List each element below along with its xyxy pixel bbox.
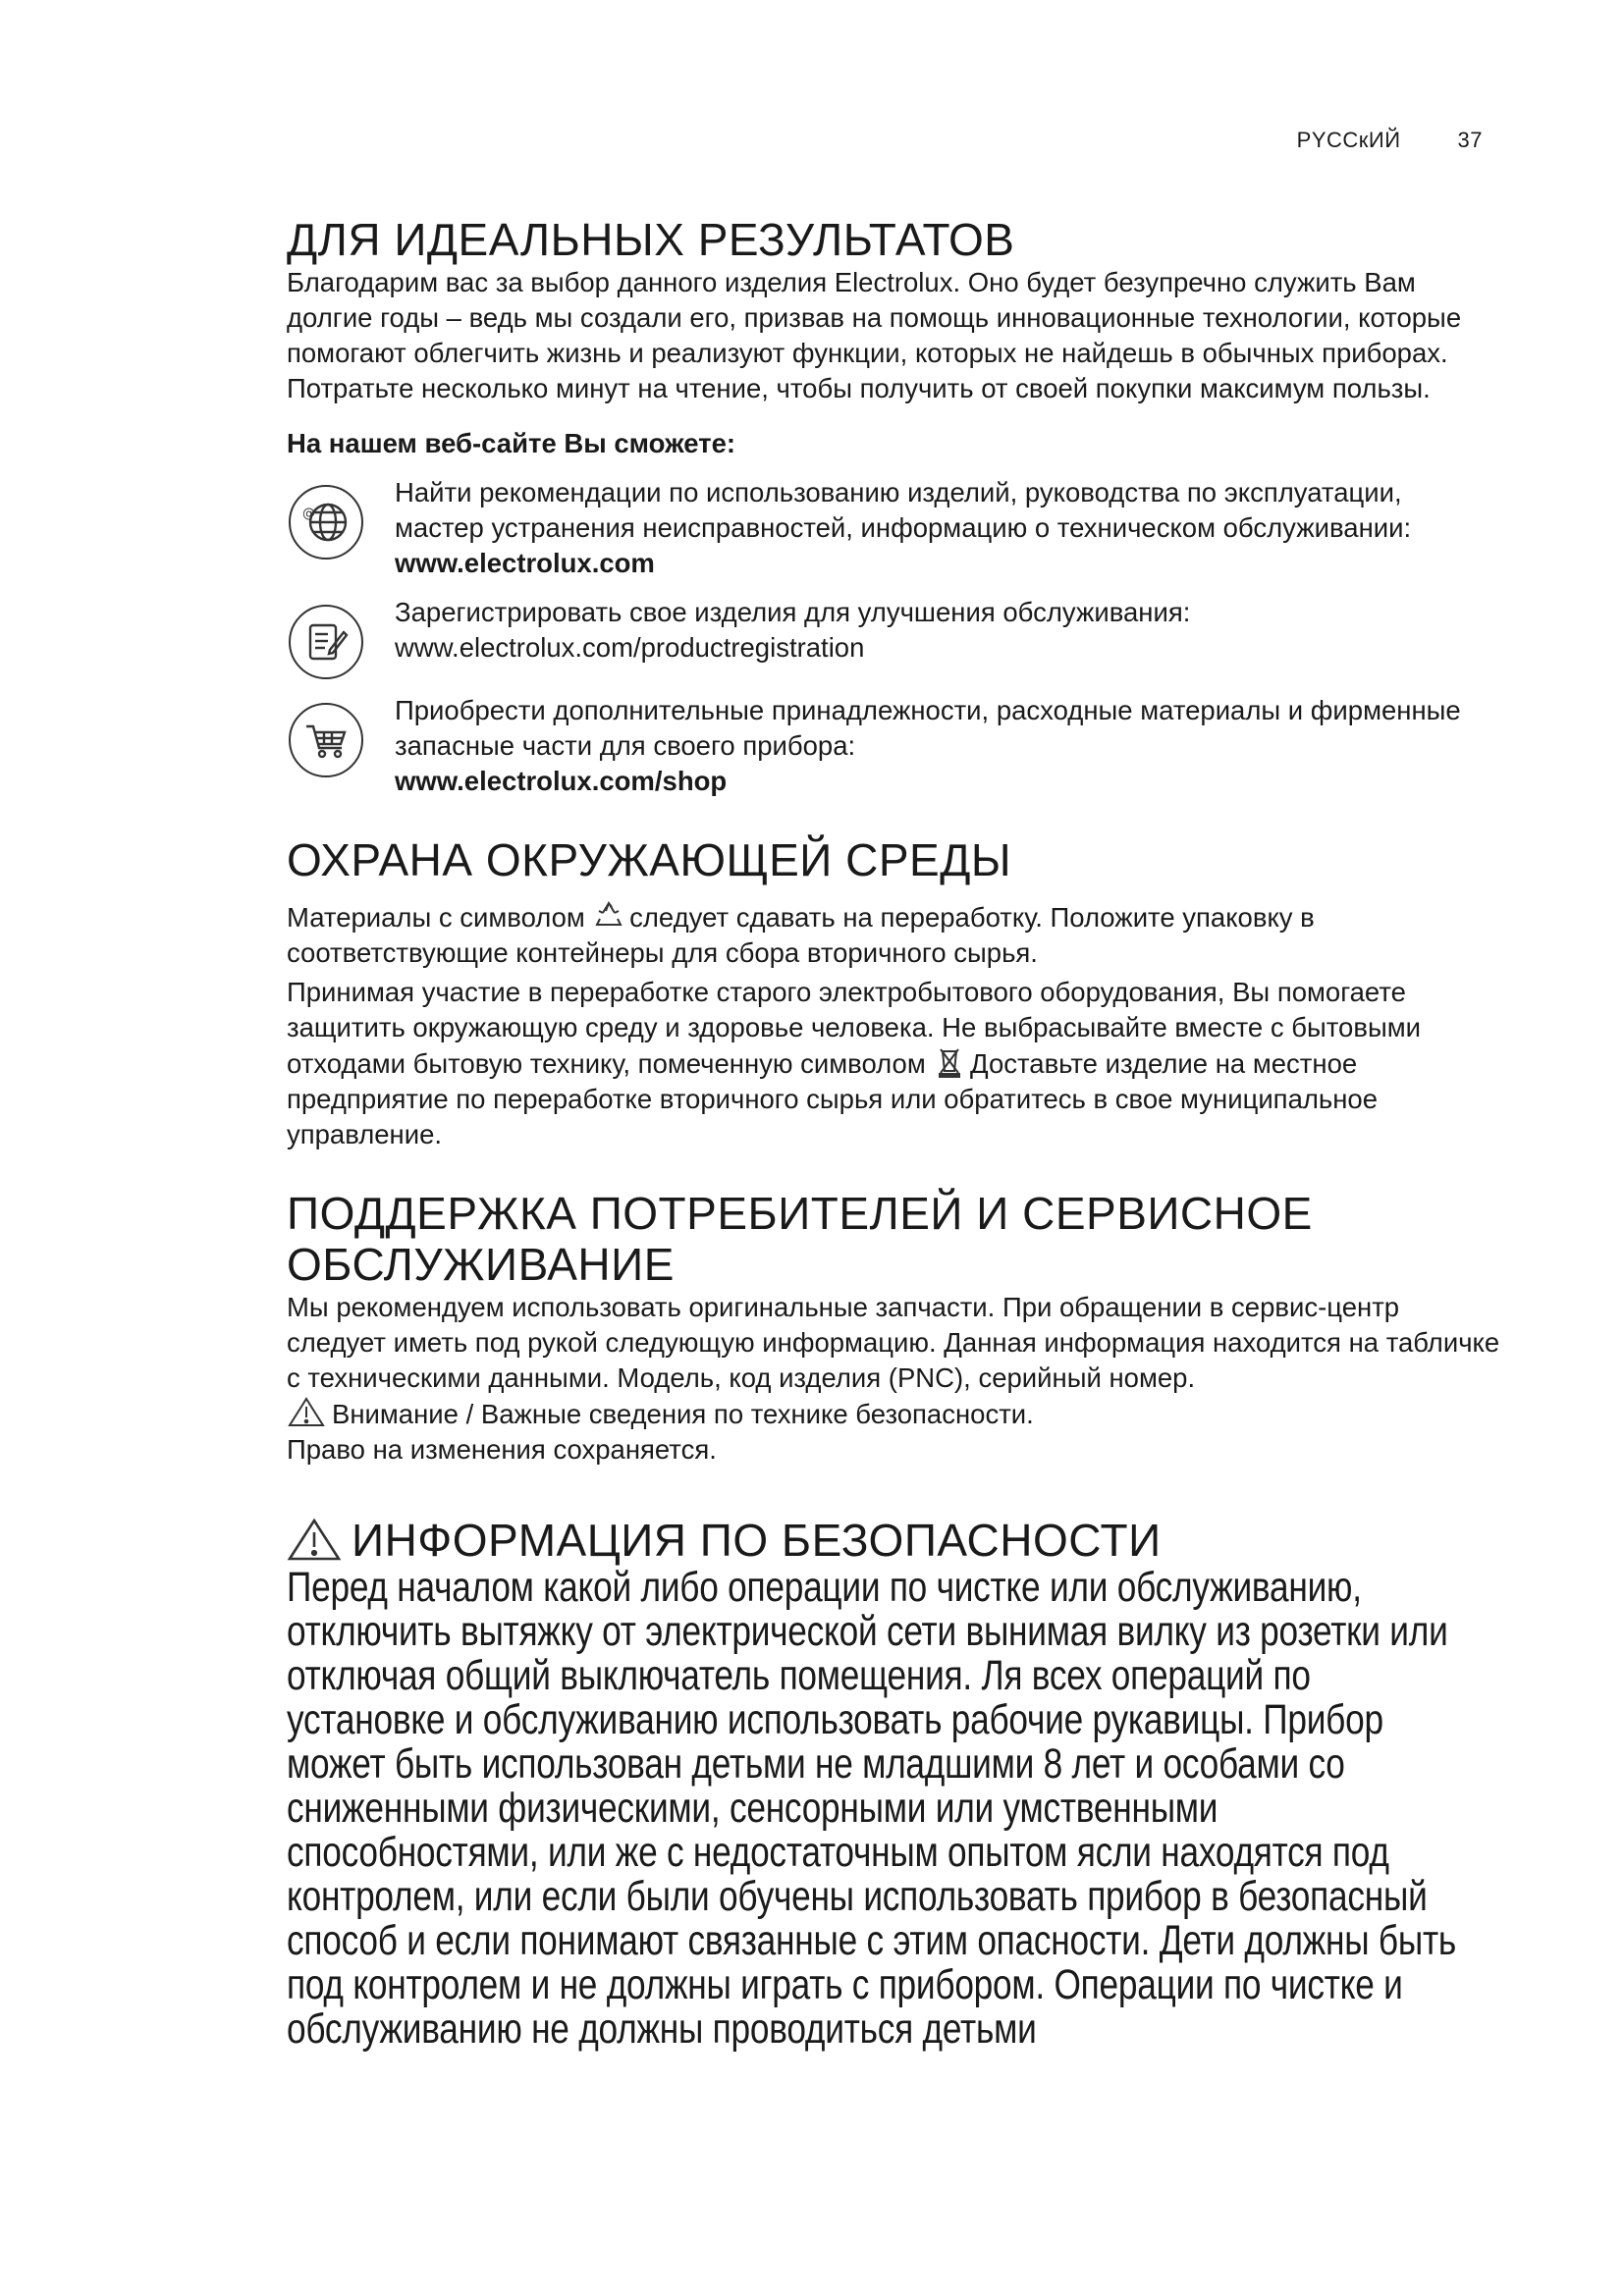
warning-icon	[287, 1396, 326, 1427]
service-description: Зарегистрировать свое изделия для улучшения обслуживания:	[395, 597, 1191, 627]
service-item-support	[287, 475, 1504, 581]
section-title-results: ДЛЯ ИДЕАЛЬНЫХ РЕЗУЛЬТАТОВ	[287, 214, 1015, 265]
weee-text-start: Принимая участие в переработке старого электробытового оборудования, Вы помогаете защитить окружающую среду и здоровье человека. Не выбрасывайте вместе с бытовыми отходами бытовую технику, помеченную символом	[287, 977, 1421, 1079]
section-title-support: ПОДДЕРЖКА ПОТРЕБИТЕЛЕЙ И СЕРВИСНОЕ ОБСЛУЖИВАНИЕ	[287, 1188, 1313, 1290]
warning-icon	[287, 1517, 342, 1562]
environment-section	[287, 834, 1504, 1152]
section-title-environment: ОХРАНА ОКРУЖАЮЩЕЙ СРЕДЫ	[287, 834, 1012, 885]
page-content	[287, 214, 1504, 2052]
registration-link[interactable]: www.electrolux.com/productregistration	[395, 632, 865, 663]
registration-icon	[289, 605, 363, 679]
section-title-safety: ИНФОРМАЦИЯ ПО БЕЗОПАСНОСТИ	[352, 1515, 1162, 1566]
globe-icon	[289, 485, 363, 560]
service-item-shop	[287, 693, 1504, 799]
safety-paragraph: Перед началом какой либо операции по чистке или обслуживанию, отключить вытяжку от электрической сети вынимая вилку из розетки или отключая общий выключатель помещения. Ля всех операций по установке и обслуживанию использовать рабочие рукавицы. Прибор может быть использован детьми не младшими 8 лет и особами со сниженными физическими, сенсорными или умственными способностями, или же с недостаточным опытом ясли находятся под контролем, или если были обучены использовать прибор в безопасный способ и если понимают связанные с этим опасности. Дети должны быть под контролем и не должны играть с прибором. Операции по чистке и обслуживанию не должны проводиться детьми	[287, 1564, 1456, 2053]
recycling-text-end: следует сдавать на переработку. Положите упаковку в соответствующие контейнеры для сбора вторичного сырья.	[287, 902, 1315, 968]
service-item-text	[395, 693, 1494, 799]
support-paragraph: Мы рекомендуем использовать оригинальные запчасти. При обращении в сервис-центр следует иметь под рукой следующую информацию. Данная информация находится на табличке с техническими данными. Модель, код изделия (PNC), серийный номер.	[287, 1292, 1500, 1393]
safety-section	[287, 1515, 1504, 2052]
website-heading: На нашем веб-сайте Вы сможете:	[287, 428, 736, 458]
warning-note-text: Внимание / Важные сведения по технике безопасности.	[332, 1399, 1034, 1429]
weee-paragraph	[287, 975, 1504, 1152]
recycling-paragraph	[287, 899, 1504, 971]
svg-text:@: @	[302, 507, 315, 521]
weee-text-end: Доставьте изделие на местное предприятие по переработке вторичного сырья или обратитесь в свое муниципальное управление.	[287, 1048, 1379, 1149]
recycle-icon	[594, 899, 623, 933]
service-item-text	[395, 595, 1494, 666]
safety-title-row	[287, 1515, 1504, 1566]
recycling-text-start: Материалы с символом	[287, 902, 585, 933]
warning-note	[287, 1396, 1504, 1432]
shopping-cart-icon	[289, 703, 363, 777]
page-number: 37	[1457, 128, 1483, 152]
language-label: PYCCкИЙ	[1296, 128, 1401, 152]
page-header	[1178, 128, 1483, 153]
shop-link[interactable]: www.electrolux.com/shop	[395, 766, 728, 796]
service-item-registration	[287, 595, 1504, 679]
crossed-bin-icon	[935, 1045, 964, 1079]
service-description: Найти рекомендации по использованию изделий, руководства по эксплуатации, мастер устранения неисправностей, информацию о техническом обслуживании:	[395, 477, 1412, 543]
website-link[interactable]: www.electrolux.com	[395, 548, 655, 578]
intro-paragraph: Благодарим вас за выбор данного изделия Electrolux. Оно будет безупречно служить Вам долгие годы – ведь мы создали его, призвав на помощь инновационные технологии, которые помогают облегчить жизнь и реализуют функции, которых не найдешь в обычных приборах. Потратьте несколько минут на чтение, чтобы получить от своей покупки максимум пользы.	[287, 267, 1462, 403]
rights-note: Право на изменения сохраняется.	[287, 1434, 717, 1465]
service-item-text	[395, 475, 1494, 581]
support-section	[287, 1188, 1504, 1468]
service-description: Приобрести дополнительные принадлежности, расходные материалы и фирменные запасные части для своего прибора:	[395, 695, 1461, 761]
